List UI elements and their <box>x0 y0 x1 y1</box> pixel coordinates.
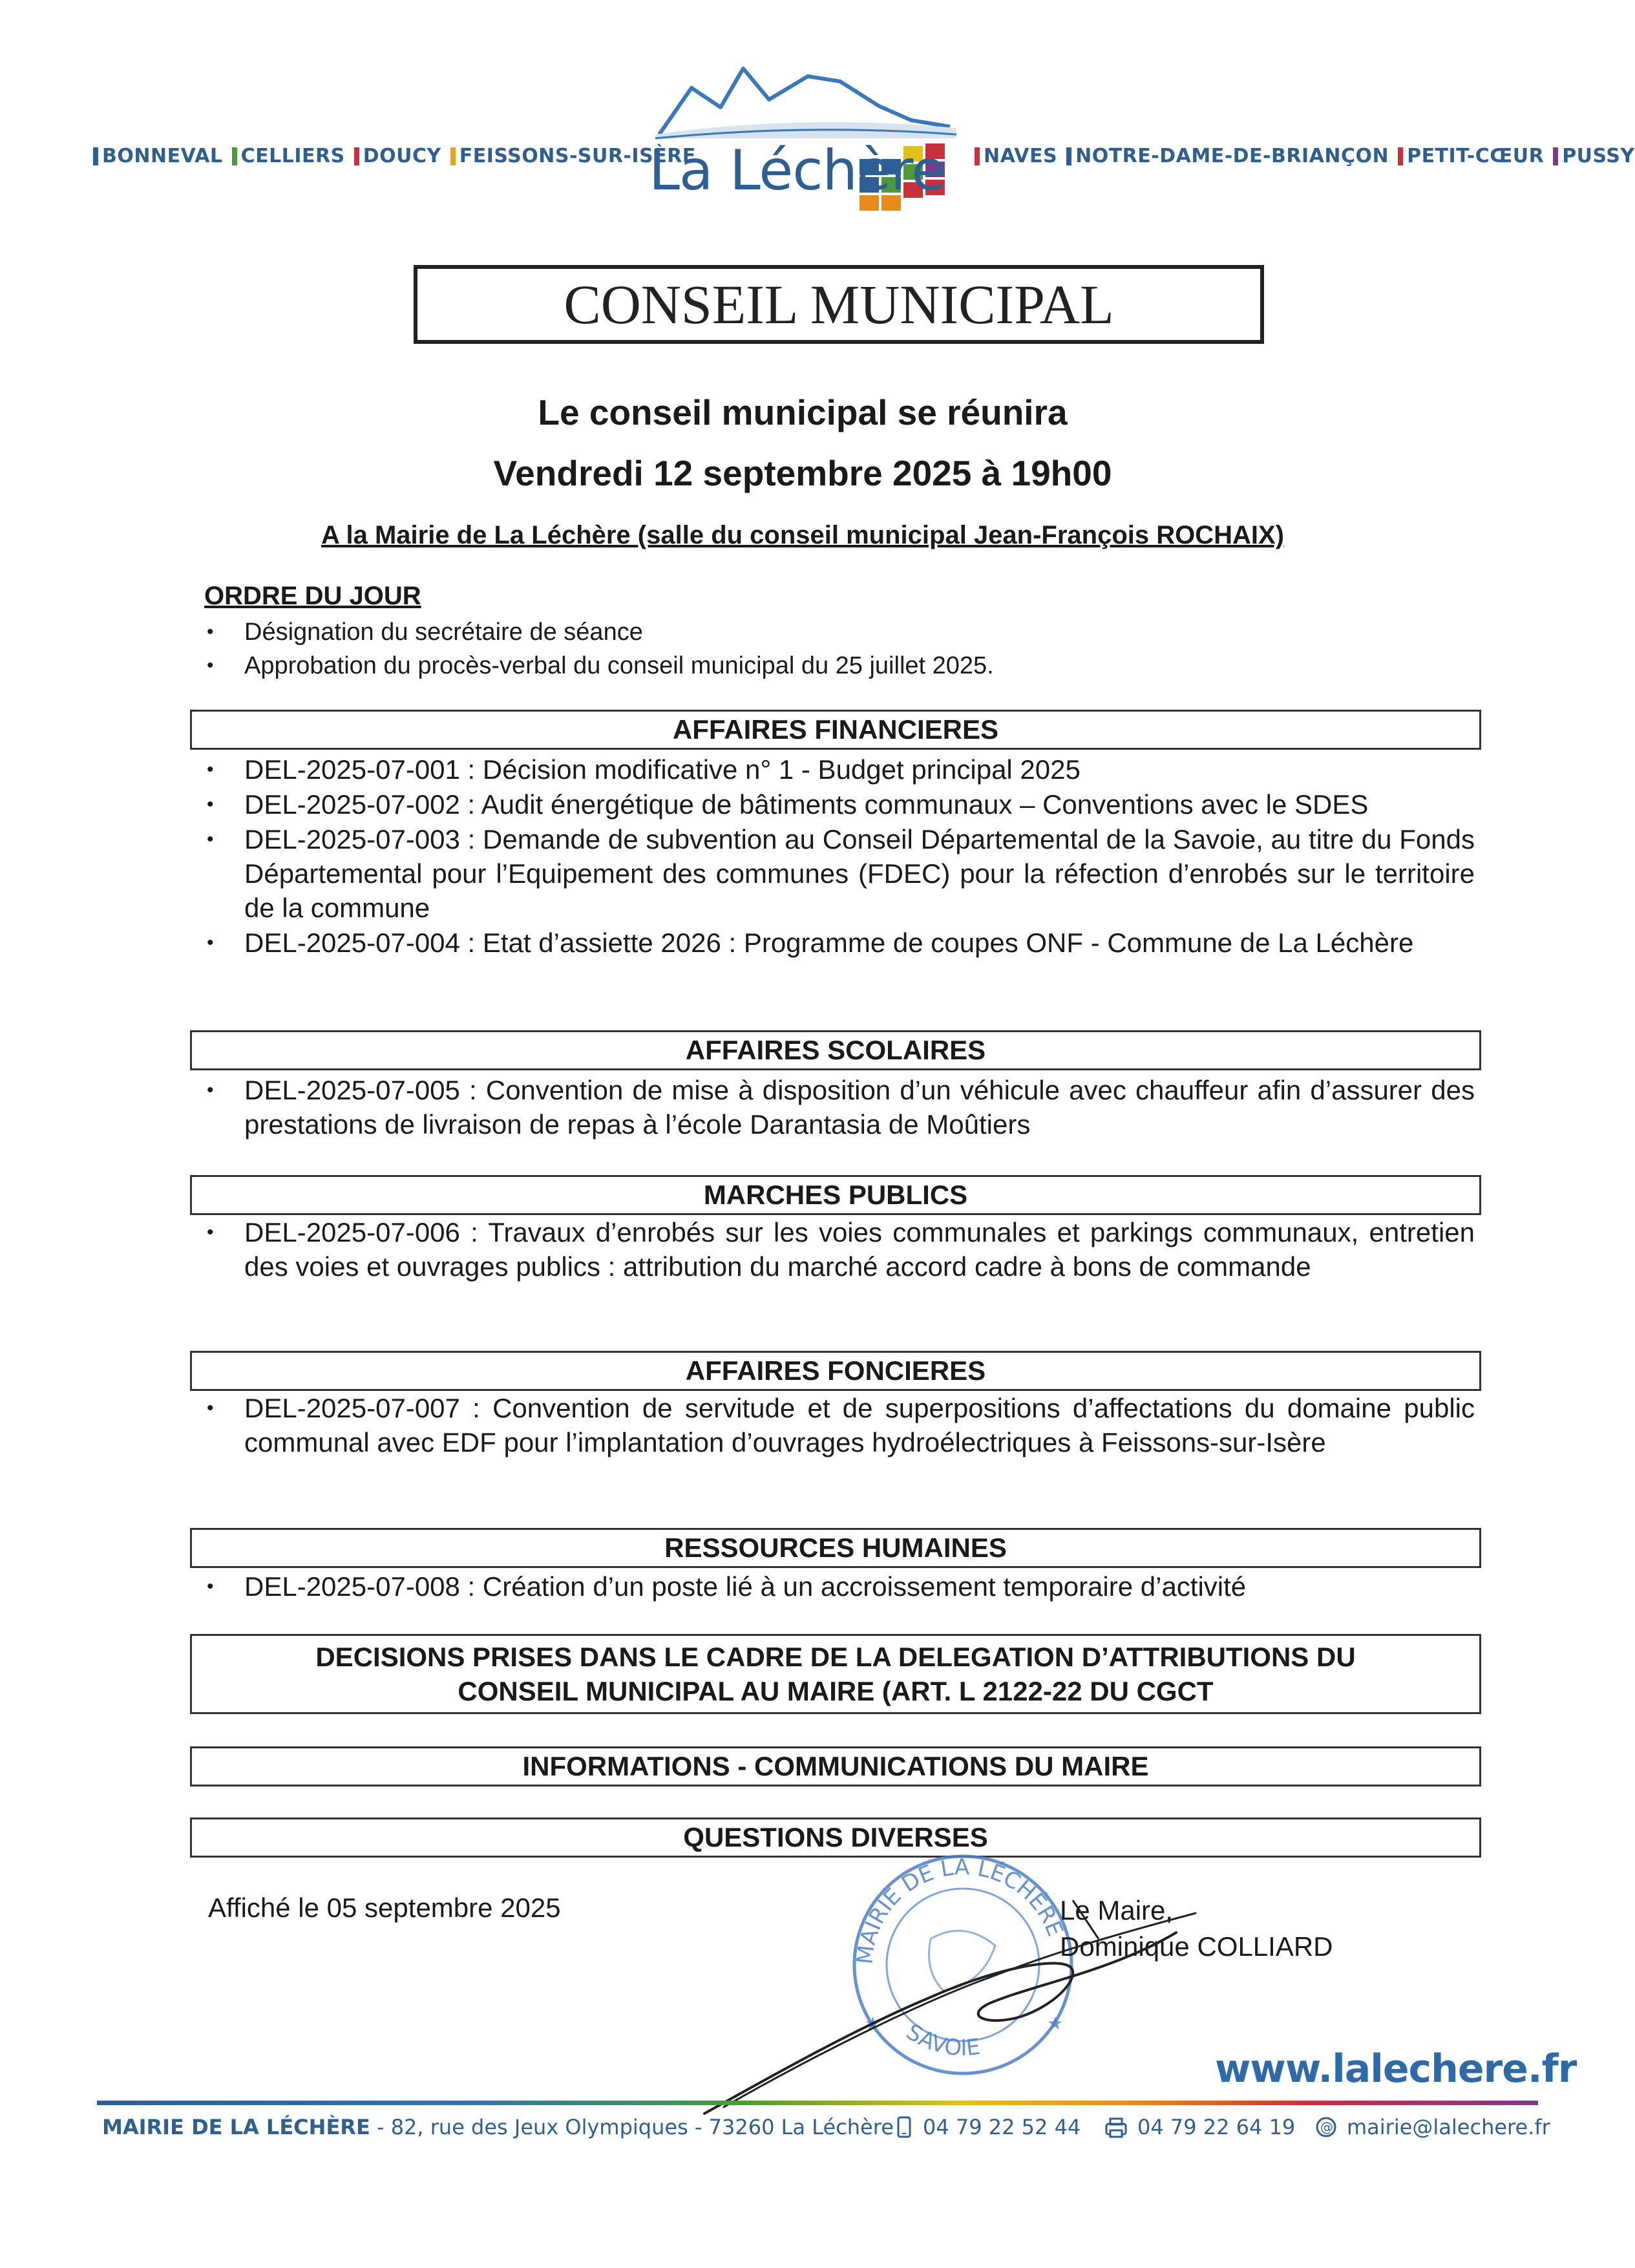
fax-icon <box>1104 2116 1128 2138</box>
list-item: • DEL-2025-07-003 : Demande de subvention au Conseil Départemental de la Savoie, au titre du Fonds Départemental pour l’Equipement des communes (FDEC) pour la réfection d’enrobés sur le territoire de la commune <box>204 822 1475 925</box>
page-title: CONSEIL MUNICIPAL <box>564 273 1114 335</box>
communes-left <box>93 145 696 167</box>
commune-right-3: PETIT-CŒUR <box>1398 145 1544 167</box>
bullet-icon: • <box>207 1222 214 1243</box>
ordre-du-jour-list <box>204 615 994 683</box>
commune-right-4: PUSSY <box>1553 145 1634 167</box>
email-icon <box>1314 2116 1338 2138</box>
svg-text:SAVOIE: SAVOIE <box>902 2019 982 2062</box>
list-item: • DEL-2025-07-007 : Convention de servitude et de superpositions d’affectations du domaine public communal avec EDF pour l’implantation d’ouvrages hydroélectriques à Feissons-sur-Isère <box>204 1391 1475 1459</box>
footer-address-text: - 82, rue des Jeux Olympiques - 73260 La Léchère <box>370 2115 894 2139</box>
commune-right-1: NAVES <box>975 145 1057 167</box>
section-delegation-header <box>190 1634 1481 1714</box>
list-item: • DEL-2025-07-001 : Décision modificative n° 1 - Budget principal 2025 <box>204 752 1475 787</box>
footer-phone: 04 79 22 52 44 <box>894 2115 1081 2139</box>
svg-text:@: @ <box>1320 2119 1333 2135</box>
commune-left-4: FEISSONS-SUR-ISÈRE <box>450 145 696 167</box>
commune-right-2: NOTRE-DAME-DE-BRIANÇON <box>1066 145 1389 167</box>
footer-divider <box>97 2101 1538 2105</box>
affiche-date: Affiché le 05 septembre 2025 <box>208 1892 561 1923</box>
footer-fax: 04 79 22 64 19 <box>1104 2115 1295 2139</box>
subtitle: Le conseil municipal se réunira <box>538 392 1068 432</box>
svg-text:MAIRIE DE LA LÉCHÈRE: MAIRIE DE LA LÉCHÈRE <box>852 1854 1068 1966</box>
bullet-icon: • <box>207 1079 214 1101</box>
bullet-icon: • <box>207 794 214 815</box>
section-rh-header: RESSOURCES HUMAINES <box>190 1528 1481 1568</box>
bullet-icon: • <box>207 759 214 780</box>
list-item: • DEL-2025-07-006 : Travaux d’enrobés sur les voies communales et parkings communaux, entretien des voies et ouvrages publics : attribution du marché accord cadre à bons de commande <box>204 1215 1475 1284</box>
delegation-title-line-2: CONSEIL MUNICIPAL AU MAIRE (ART. L 2122-22 DU CGCT <box>458 1676 1214 1706</box>
section-informations-header: INFORMATIONS - COMMUNICATIONS DU MAIRE <box>190 1746 1481 1786</box>
signature-role: Le Maire, <box>1060 1895 1174 1925</box>
section-financieres-header: AFFAIRES FINANCIERES <box>190 710 1481 750</box>
commune-left-1: BONNEVAL <box>93 145 223 167</box>
bullet-icon: • <box>207 621 214 642</box>
svg-text:★: ★ <box>865 2013 881 2033</box>
footer-mairie-name: MAIRIE DE LA LÉCHÈRE <box>102 2115 370 2139</box>
bullet-icon: • <box>207 932 214 953</box>
communes-right <box>975 145 1635 167</box>
title-box <box>414 265 1264 344</box>
website-link[interactable]: www.lalechere.fr <box>1215 2046 1577 2092</box>
bullet-icon: • <box>207 829 214 850</box>
bullet-icon: • <box>207 1397 214 1419</box>
bullet-icon: • <box>207 655 214 676</box>
section-scolaires-header: AFFAIRES SCOLAIRES <box>190 1030 1481 1070</box>
commune-left-2: CELLIERS <box>232 145 345 167</box>
list-item: • DEL-2025-07-005 : Convention de mise à disposition d’un véhicule avec chauffeur afin d’assurer des prestations de livraison de repas à l’école Darantasia de Moûtiers <box>204 1073 1475 1141</box>
list-item: • DEL-2025-07-004 : Etat d’assiette 2026 : Programme de coupes ONF - Commune de La Léchère <box>204 926 1475 960</box>
svg-text:★: ★ <box>1047 2013 1064 2033</box>
meeting-date: Vendredi 12 septembre 2025 à 19h00 <box>493 453 1112 493</box>
signature-name: Dominique COLLIARD <box>1060 1931 1333 1962</box>
list-item: • Désignation du secrétaire de séance <box>204 615 994 649</box>
section-marches-header: MARCHES PUBLICS <box>190 1175 1481 1215</box>
handwritten-signature-icon <box>685 1894 1215 2126</box>
meeting-place: A la Mairie de La Léchère (salle du conseil municipal Jean-François ROCHAIX) <box>321 521 1285 549</box>
commune-left-3: DOUCY <box>354 145 441 167</box>
delegation-title-line-1: DECISIONS PRISES DANS LE CADRE DE LA DELEGATION D’ATTRIBUTIONS DU <box>315 1642 1356 1672</box>
bullet-icon: • <box>207 1576 214 1597</box>
footer-address <box>102 2115 894 2139</box>
section-foncieres-header: AFFAIRES FONCIERES <box>190 1351 1481 1391</box>
mobile-phone-icon <box>894 2116 914 2138</box>
ordre-du-jour-title: ORDRE DU JOUR <box>204 582 421 610</box>
section-questions-header: QUESTIONS DIVERSES <box>190 1818 1481 1858</box>
logo-text: La Léchère <box>649 138 945 203</box>
list-item: • DEL-2025-07-008 : Création d’un poste lié à un accroissement temporaire d’activité <box>204 1569 1475 1604</box>
list-item: • Approbation du procès-verbal du conseil municipal du 25 juillet 2025. <box>204 649 994 683</box>
la-lechere-logo <box>646 62 963 237</box>
list-item: • DEL-2025-07-002 : Audit énergétique de bâtiments communaux – Conventions avec le SDES <box>204 787 1475 821</box>
footer-email[interactable]: @ mairie@lalechere.fr <box>1314 2115 1550 2139</box>
